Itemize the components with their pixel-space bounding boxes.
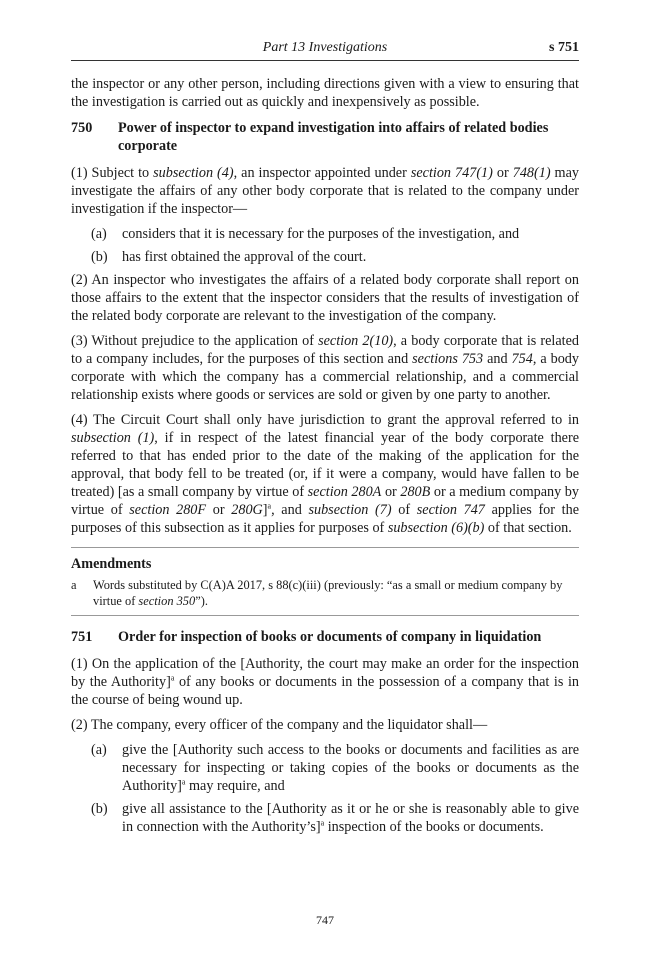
list-item: (a) considers that it is necessary for the purposes of the investigation, and [91, 226, 520, 242]
cross-reference: section 350 [138, 594, 196, 608]
section-reference: s 751 [549, 40, 579, 55]
page-number: 747 [316, 913, 334, 927]
section-title: Order for inspection of books or documents of company in liquidation [118, 629, 542, 645]
s750-paragraph-1: (1) Subject to subsection (4), an inspector appointed under section 747(1) or 748(1) may investigate the affairs of any other body corporate that is related to the company under investigation if the inspector— [71, 165, 579, 217]
list-item: (b) give all assistance to the [Authority as it or he or she is reasonably able to give in connection with the Authority’s]$^a$ inspection of the books or documents. [91, 801, 579, 835]
cross-reference: section 2(10) [318, 333, 394, 349]
page-body [71, 75, 579, 841]
amendment-note: a Words substituted by C(A)A 2017, s 88(c)(iii) (previously: “as a small or medium company by virtue of section 350”). [71, 578, 563, 608]
cross-reference: section 280F [129, 502, 207, 518]
amendment-marker: a [320, 818, 325, 828]
s750-paragraph-2: (2) An inspector who investigates the affairs of a related body corporate shall report on those affairs to the extent that the inspector considers that the results of investigation of the related body corporate are relevant to the investigation of the company. [71, 272, 579, 324]
continuation-paragraph: the inspector or any other person, including directions given with a view to ensuring that the investigation is carried out as quickly and inexpensively as possible. [71, 76, 579, 110]
s750-paragraph-4: (4) The Circuit Court shall only have jurisdiction to grant the approval referred to in subsection (1), if in respect of the latest financial year of the body corporate there referred to that has ended prior to the date of the making of the application for the approval, that body fell to be treated (or, if it were a company, would have fallen to be treated) [as a small company by virtue of section 280A or 280B or a medium company by virtue of section 280F or 280G]$^a$, and subsection (7) of section 747 applies for the purposes of this subsection as it applies for purposes of subsection (6)(b) of that section. [71, 412, 579, 536]
s751-paragraph-2: (2) The company, every officer of the company and the liquidator shall— [71, 717, 488, 733]
section-number: 751 [71, 629, 93, 645]
section-title: Power of inspector to expand investigation into affairs of related bodies corporate [118, 120, 549, 154]
section-number: 750 [71, 120, 93, 136]
cross-reference: section 747(1) [410, 165, 493, 181]
s751-paragraph-1: (1) On the application of the [Authority, the court may make an order for the inspection by the Authority]$^a$ of any books or documents in the possession of a company that is in the course of being wound up. [71, 656, 579, 708]
cross-reference: section 280A [307, 484, 382, 500]
amendment-marker: a [267, 501, 272, 511]
amendment-marker: a [170, 673, 175, 683]
cross-reference: 754 [511, 351, 533, 367]
running-title: Part 13 Investigations [262, 40, 388, 55]
running-header [71, 38, 579, 61]
cross-reference: 280G [231, 502, 263, 518]
section-751-heading [71, 628, 579, 646]
cross-reference: subsection (4) [153, 165, 234, 181]
cross-reference: sections 753 [412, 351, 484, 367]
list-item: (a) give the [Authority such access to the books or documents and facilities as are necessary for inspecting or taking copies of the books or documents as the Authority]$^a$ may require, and [91, 742, 579, 794]
cross-reference: 748(1) [512, 165, 551, 181]
s750-paragraph-3: (3) Without prejudice to the application of section 2(10), a body corporate that is related to a company includes, for the purposes of this section and sections 753 and 754, a body corporate with which the company has a commercial relationship, and a commercial relationship exists where goods or services are sold or given by one party to another. [71, 333, 579, 403]
amendments-box [71, 547, 579, 616]
amendment-marker: a [181, 777, 186, 787]
section-750-heading [71, 119, 579, 155]
cross-reference: subsection (1) [71, 430, 155, 446]
cross-reference: subsection (6)(b) [387, 520, 485, 536]
cross-reference: subsection (7) [308, 502, 392, 518]
amendments-heading: Amendments [71, 556, 152, 572]
list-item: (b) has first obtained the approval of the court. [91, 249, 367, 265]
cross-reference: section 747 [416, 502, 485, 518]
cross-reference: 280B [400, 484, 431, 500]
